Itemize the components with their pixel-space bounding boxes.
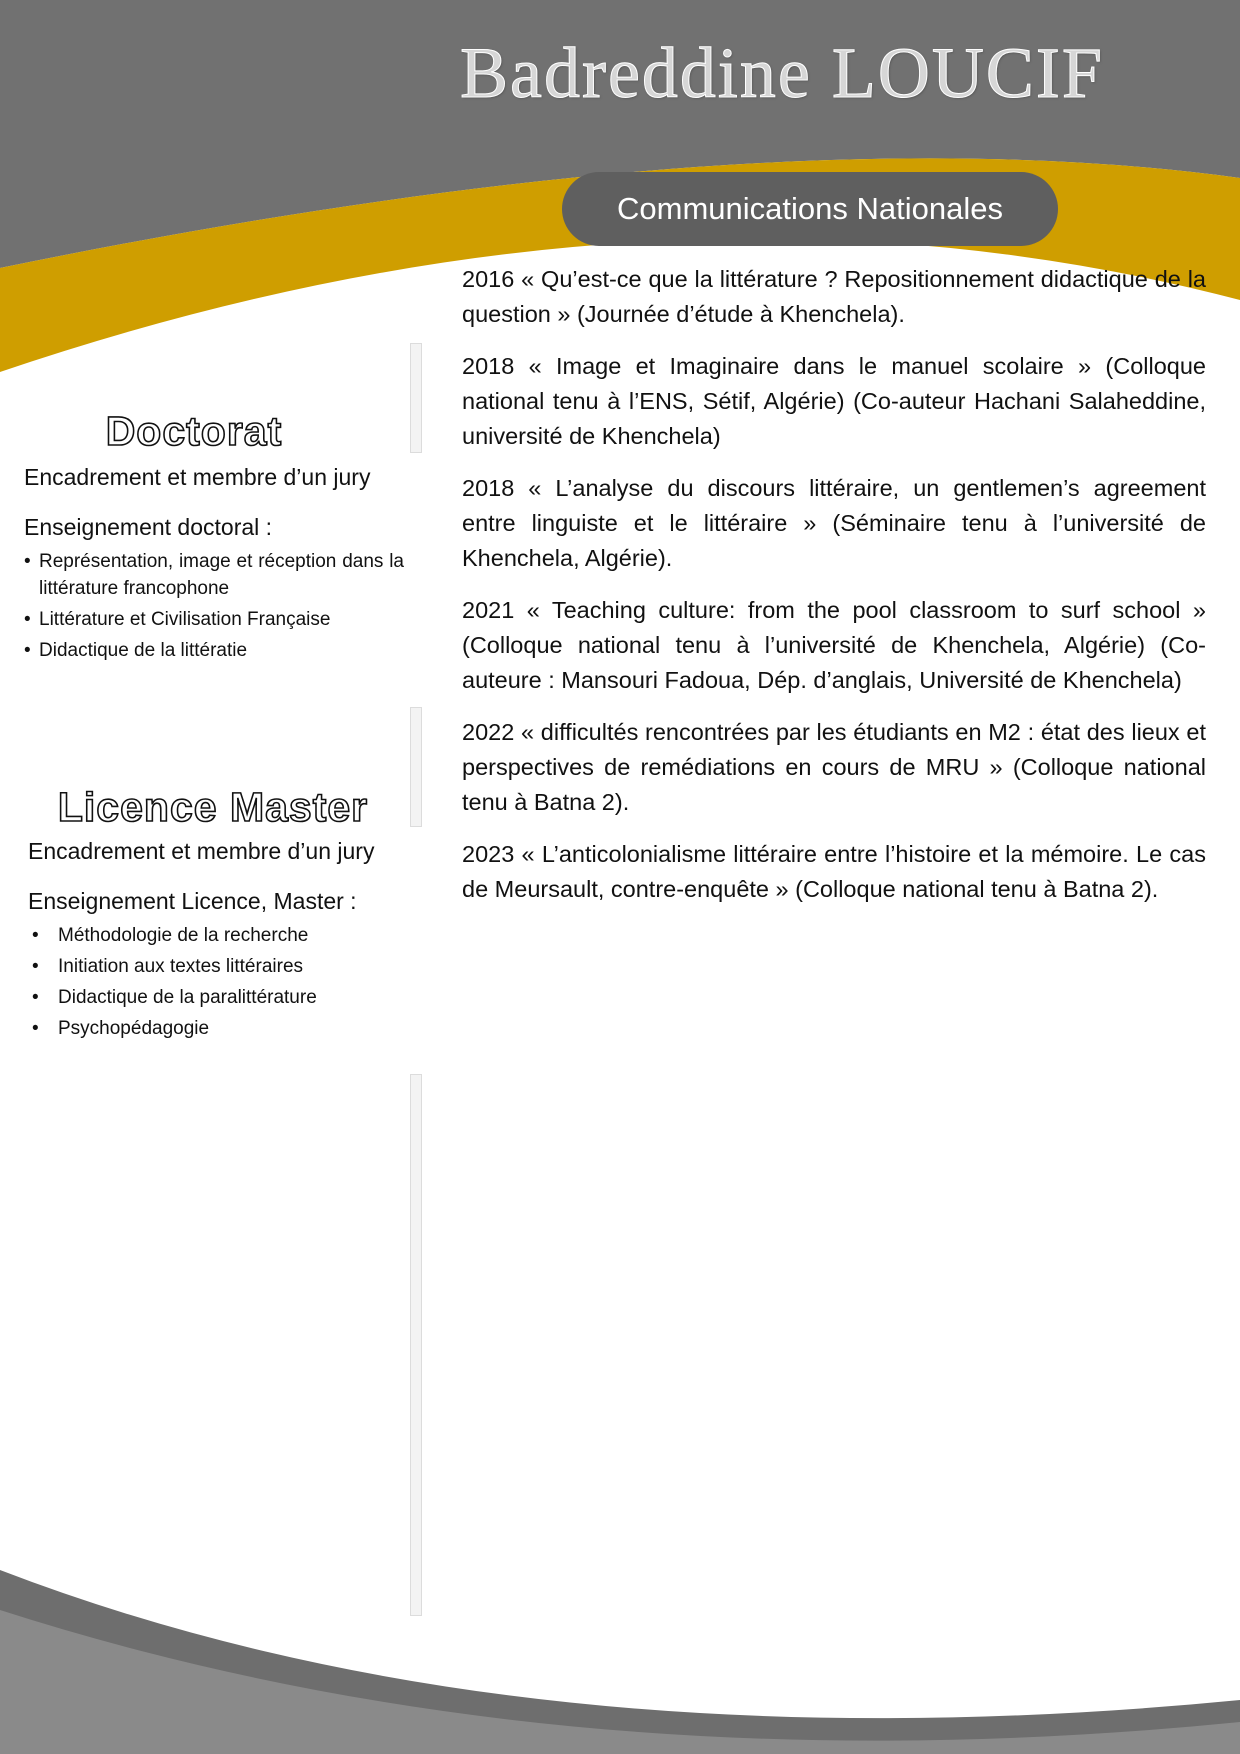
list-item: • Littérature et Civilisation Française — [24, 606, 404, 633]
sidebar-divider — [410, 343, 422, 453]
communications-list — [462, 262, 1206, 924]
communication-entry: 2021 « Teaching culture: from the pool classroom to surf school » (Colloque national tenu à l’université de Khenchela, Algérie) (Co-auteure : Mansouri Fadoua, Dép. d’anglais, Université de Khenchela) — [462, 597, 1206, 693]
communication-entry: 2023 « L’anticolonialisme littéraire entre l’histoire et la mémoire. Le cas de Meursault, contre-enquête » (Colloque national tenu à Batna 2). — [462, 841, 1206, 902]
list-item: • Représentation, image et réception dans la littérature francophone — [24, 548, 404, 602]
doctorat-title: Doctorat — [105, 408, 283, 454]
communication-entry: 2018 « Image et Imaginaire dans le manuel scolaire » (Colloque national tenu à l’ENS, Sétif, Algérie) (Co-auteur Hachani Salaheddine, université de Khenchela) — [462, 353, 1206, 449]
section-title-pill: Communications Nationales — [562, 172, 1058, 246]
list-item: • Didactique de la paralittérature — [28, 984, 408, 1011]
doctorat-jury-line: Encadrement et membre d’un jury — [24, 464, 371, 490]
sidebar-divider — [410, 707, 422, 827]
doctorat-teaching-line: Enseignement doctoral : — [24, 514, 273, 540]
licence-jury-line: Encadrement et membre d’un jury — [28, 838, 375, 864]
header-name: Badreddine LOUCIF — [460, 33, 1104, 113]
licence-master-section — [28, 782, 408, 1046]
sidebar-divider — [410, 1074, 422, 1616]
communication-entry: 2022 « difficultés rencontrées par les étudiants en M2 : état des lieux et perspectives de remédiations en cours de MRU » (Colloque national tenu à Batna 2). — [462, 719, 1206, 815]
list-item: • Initiation aux textes littéraires — [28, 953, 408, 980]
doctorat-course-list — [24, 548, 404, 664]
licence-course-list — [28, 922, 408, 1042]
list-item: • Méthodologie de la recherche — [28, 922, 408, 949]
licence-master-title: Licence Master — [57, 784, 369, 830]
list-item: • Didactique de la littératie — [24, 637, 404, 664]
list-item: • Psychopédagogie — [28, 1015, 408, 1042]
communication-entry: 2016 « Qu’est-ce que la littérature ? Repositionnement didactique de la question » (Journée d’étude à Khenchela). — [462, 266, 1206, 327]
licence-teaching-line: Enseignement Licence, Master : — [28, 888, 357, 914]
communication-entry: 2018 « L’analyse du discours littéraire, un gentlemen’s agreement entre linguiste et le littéraire » (Séminaire tenu à l’université de Khenchela, Algérie). — [462, 475, 1206, 571]
doctorat-section — [24, 406, 404, 668]
